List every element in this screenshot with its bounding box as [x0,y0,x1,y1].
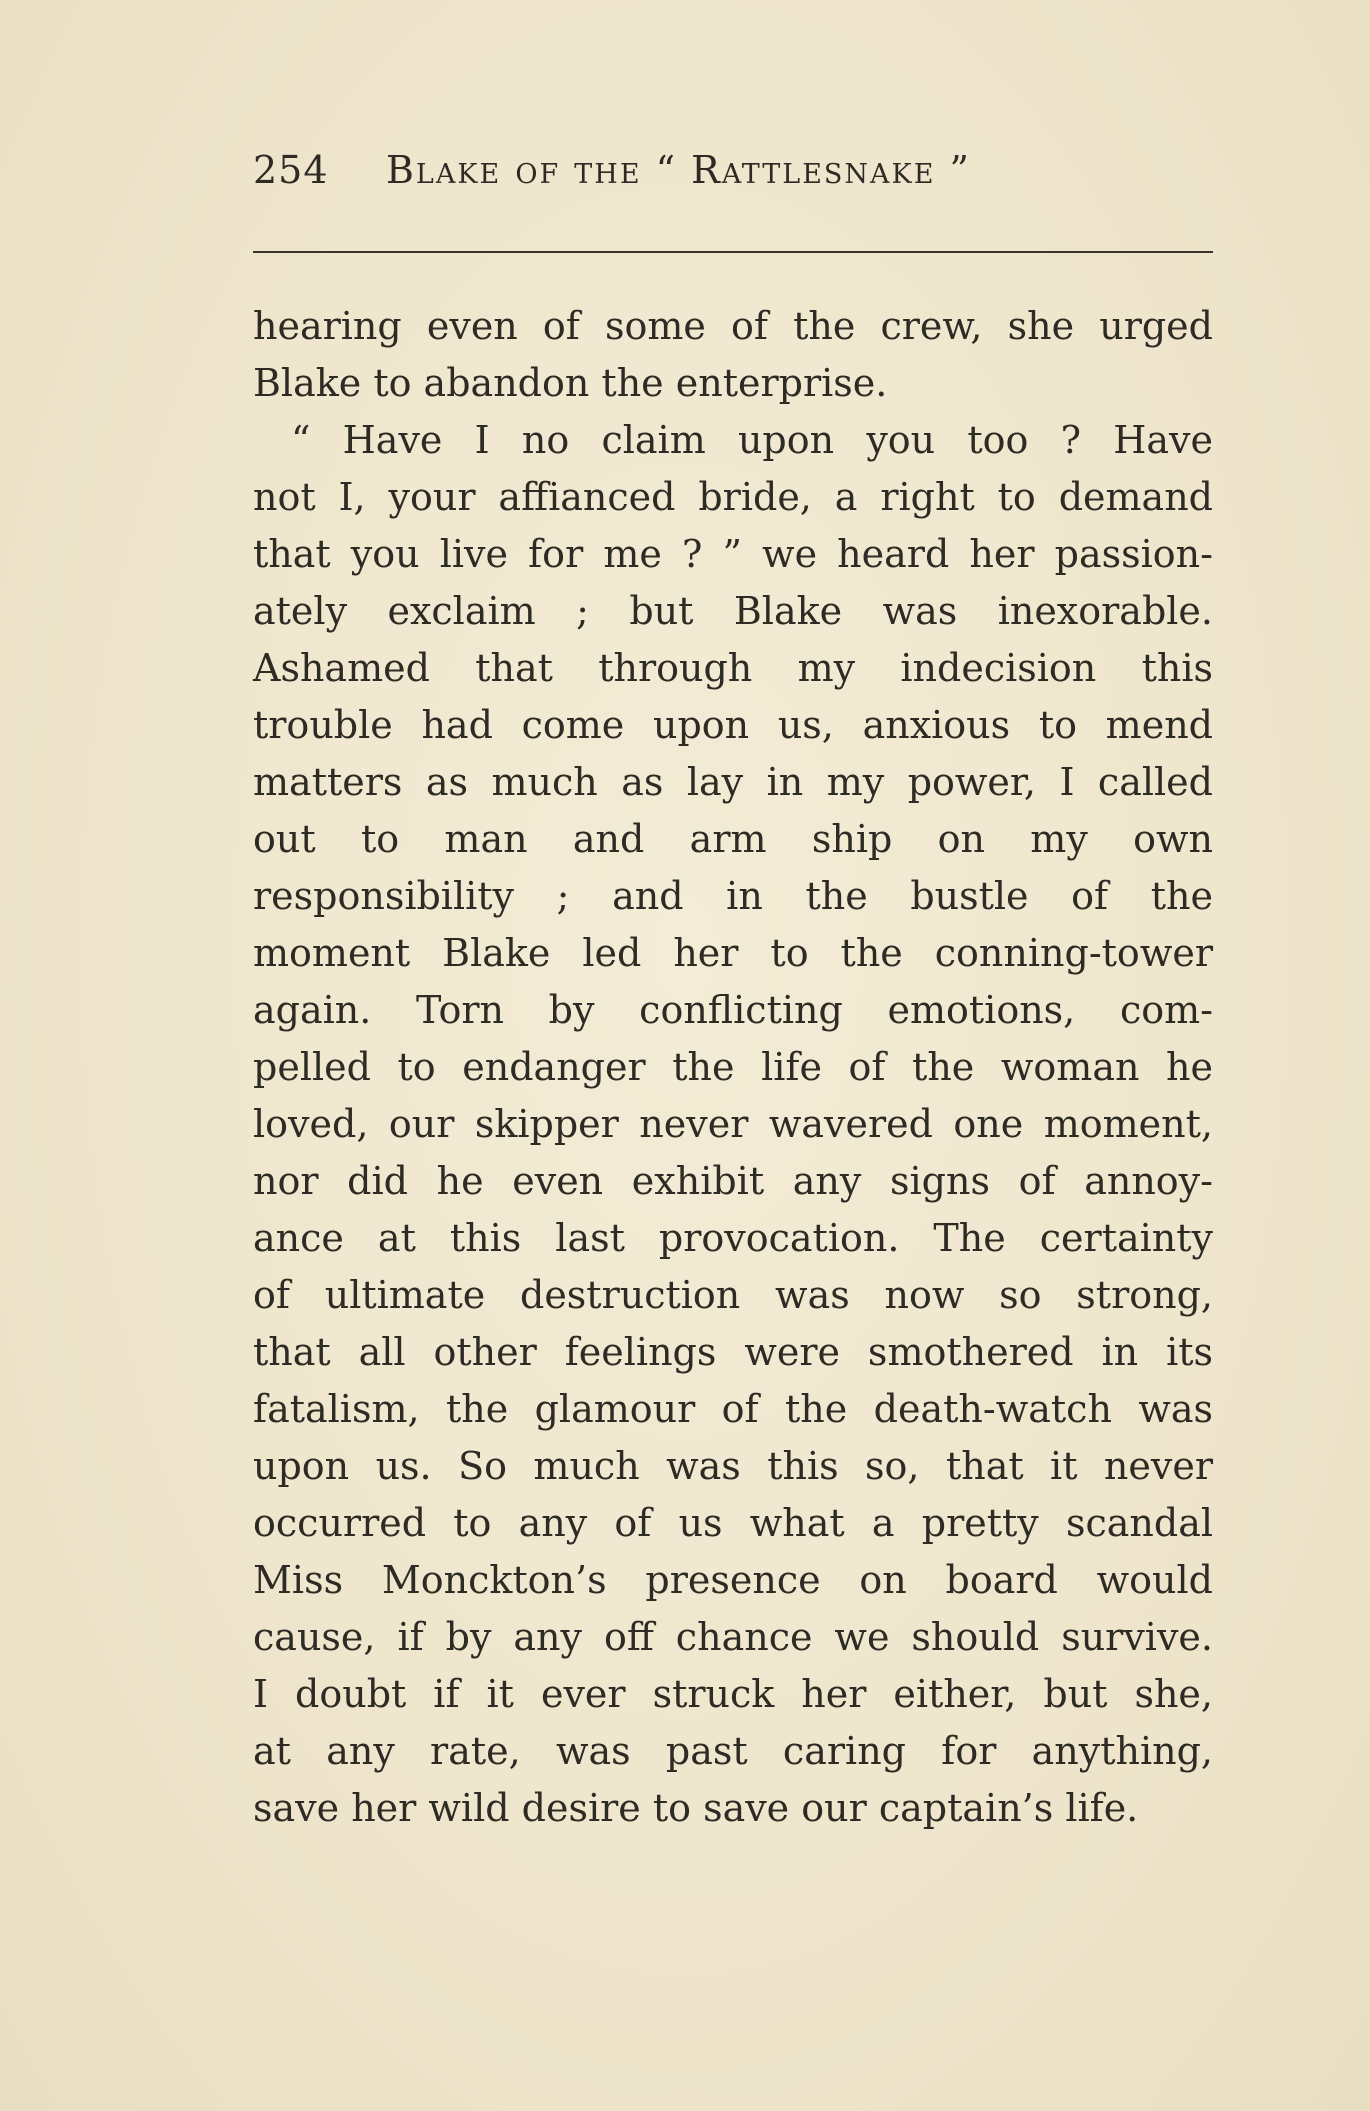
text-line: Ashamed that through my indecision this [253,646,1213,690]
text-line: out to man and arm ship on my own [253,817,1213,861]
text-line: at any rate, was past caring for anything, [253,1729,1213,1773]
text-line: Blake to abandon the enterprise. [253,361,888,405]
text-line: save her wild desire to save our captain’s life. [253,1786,1139,1830]
header-rule [253,251,1213,253]
text-line: responsibility ; and in the bustle of the [253,874,1213,918]
text-line: Miss Monckton’s presence on board would [253,1558,1213,1602]
text-line: loved, our skipper never wavered one moment, [253,1102,1213,1146]
text-line: occurred to any of us what a pretty scandal [253,1501,1213,1545]
text-line: ance at this last provocation. The certainty [253,1216,1213,1260]
text-line: pelled to endanger the life of the woman he [253,1045,1213,1089]
text-line: that you live for me ? ” we heard her passion- [253,532,1213,576]
text-line: fatalism, the glamour of the death-watch was [253,1387,1213,1431]
text-line: ately exclaim ; but Blake was inexorable. [253,589,1213,633]
text-line: not I, your affianced bride, a right to demand [253,475,1213,519]
page-number: 254 [253,148,329,192]
text-line: again. Torn by conflicting emotions, com- [253,988,1213,1032]
body-text [253,298,1213,1837]
text-line: cause, if by any off chance we should survive. [253,1615,1213,1659]
text-line: that all other feelings were smothered in its [253,1330,1213,1374]
text-line: hearing even of some of the crew, she urged [253,304,1213,348]
text-line: of ultimate destruction was now so strong, [253,1273,1213,1317]
text-line: nor did he even exhibit any signs of annoy- [253,1159,1213,1203]
running-title: Blake of the “ Rattlesnake ” [386,148,971,192]
text-line: matters as much as lay in my power, I called [253,760,1213,804]
text-line: moment Blake led her to the conning-tower [253,931,1213,975]
text-line: trouble had come upon us, anxious to mend [253,703,1213,747]
page-header [253,148,1213,208]
text-line: “ Have I no claim upon you too ? Have [291,418,1213,462]
text-line: I doubt if it ever struck her either, but she, [253,1672,1213,1716]
text-line: upon us. So much was this so, that it never [253,1444,1213,1488]
